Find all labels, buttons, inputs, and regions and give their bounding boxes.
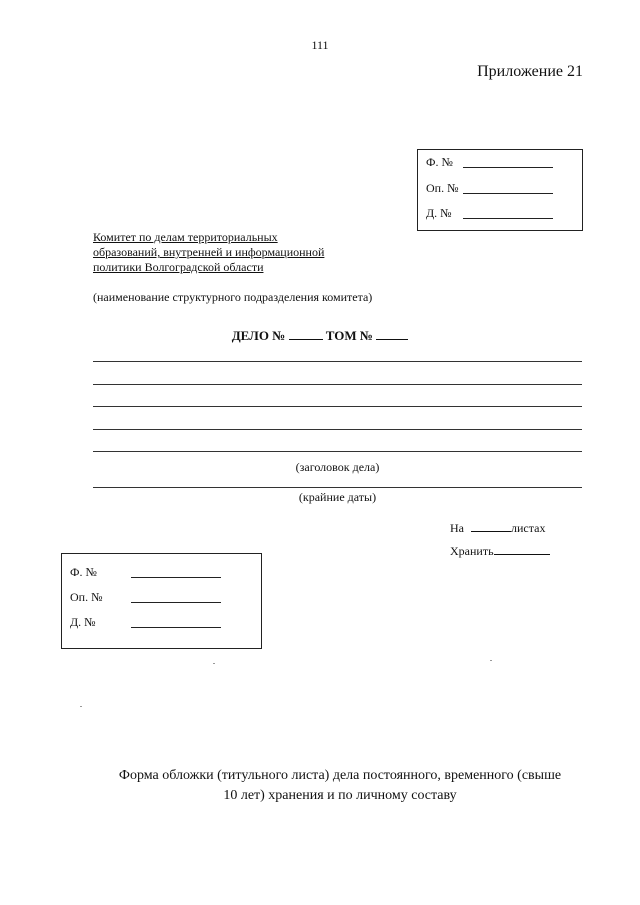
- appendix-label: Приложение 21: [477, 63, 583, 80]
- page-number: 111: [311, 38, 329, 52]
- tom-number-blank[interactable]: [376, 327, 408, 340]
- form-caption-line: 10 лет) хранения и по личному составу: [223, 788, 457, 803]
- committee-line: Комитет по делам территориальных: [93, 230, 278, 244]
- committee-line: политики Волгоградской области: [93, 260, 264, 274]
- form-caption: [70, 766, 610, 806]
- delo-label: ДЕЛО №: [231, 328, 286, 343]
- case-heading-line[interactable]: [93, 361, 582, 362]
- case-heading-caption: (заголовок дела): [295, 460, 380, 474]
- fond-number-blank[interactable]: [463, 155, 553, 168]
- fond-label: Ф. №: [426, 155, 453, 169]
- scan-speck: [80, 706, 82, 707]
- case-label: Д. №: [70, 615, 96, 629]
- case-label: Д. №: [426, 206, 452, 220]
- extreme-dates-caption: (крайние даты): [298, 490, 377, 504]
- committee-name: [93, 230, 324, 275]
- committee-line: образований, внутренней и информационной: [93, 245, 325, 259]
- fond-number-blank[interactable]: [131, 565, 221, 578]
- storage-line: [450, 543, 550, 559]
- inventory-number-blank[interactable]: [463, 181, 553, 194]
- case-title: [0, 327, 640, 344]
- sheets-count-line: [450, 520, 545, 536]
- fond-row: [70, 565, 97, 580]
- subdivision-caption: (наименование структурного подразделения комитета): [93, 290, 373, 304]
- delo-number-blank[interactable]: [289, 327, 323, 340]
- case-heading-line[interactable]: [93, 406, 582, 407]
- form-caption-line: Форма обложки (титульного листа) дела постоянного, временного (свыше: [118, 768, 562, 783]
- inventory-number-blank[interactable]: [131, 590, 221, 603]
- inventory-row: [426, 181, 459, 196]
- sheets-count-blank[interactable]: [471, 520, 511, 532]
- on-label: На: [450, 521, 464, 535]
- scan-speck: [490, 660, 492, 661]
- case-heading-line[interactable]: [93, 429, 582, 430]
- case-heading-line[interactable]: [93, 384, 582, 385]
- storage-term-blank[interactable]: [494, 543, 550, 555]
- fond-label: Ф. №: [70, 565, 97, 579]
- fond-row: [426, 155, 453, 170]
- case-heading-line[interactable]: [93, 451, 582, 452]
- sheets-label: листах: [511, 521, 546, 535]
- case-number-blank[interactable]: [463, 206, 553, 219]
- archive-reference-box-bottom: [61, 553, 262, 649]
- inventory-label: Оп. №: [70, 590, 103, 604]
- store-label: Хранить: [450, 544, 494, 558]
- case-row: [70, 615, 96, 630]
- extreme-dates-line[interactable]: [93, 487, 582, 488]
- archive-reference-box-top: [417, 149, 583, 231]
- case-number-blank[interactable]: [131, 615, 221, 628]
- inventory-label: Оп. №: [426, 181, 459, 195]
- scan-speck: [213, 663, 215, 664]
- tom-label: ТОМ №: [325, 328, 373, 343]
- case-row: [426, 206, 452, 221]
- inventory-row: [70, 590, 103, 605]
